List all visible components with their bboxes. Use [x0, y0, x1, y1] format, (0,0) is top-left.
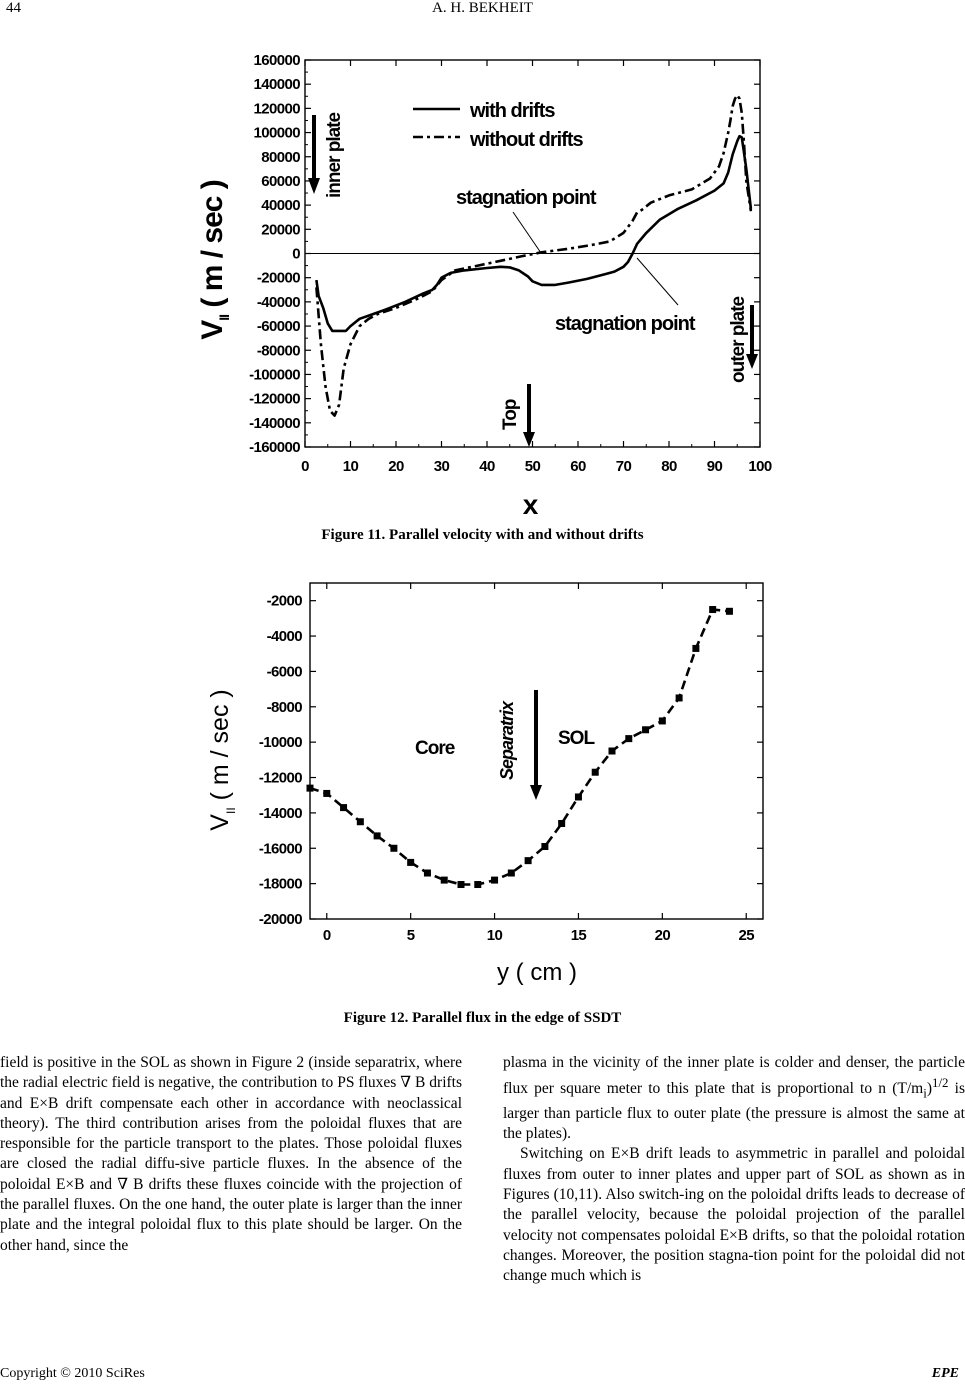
fig12-data-point — [558, 820, 565, 827]
fig12-data-point — [458, 881, 465, 888]
page-number: 44 — [6, 0, 21, 16]
fig12-data-point — [709, 606, 716, 613]
fig12-data-point — [390, 845, 397, 852]
fig11-x-tick-label: 20 — [388, 458, 404, 475]
fig12-data-point — [357, 818, 364, 825]
fig11-top-label: Top — [500, 399, 521, 430]
fig11-y-tick-label: 160000 — [253, 52, 300, 69]
fig12-data-point — [474, 881, 481, 888]
fig11-y-tick-label: 100000 — [253, 124, 300, 142]
fig12-x-tick-label: 0 — [322, 927, 331, 944]
figure-11-caption: Figure 11. Parallel velocity with and without drifts — [321, 527, 644, 543]
fig11-x-axis-label: x — [522, 489, 538, 520]
fig12-data-point — [592, 769, 599, 776]
fig11-stagnation-upper-label: stagnation point — [456, 187, 596, 209]
fig12-y-tick-label: -14000 — [258, 804, 302, 822]
footer-journal: EPE — [931, 1366, 959, 1381]
fig12-x-tick-label: 5 — [406, 927, 415, 944]
fig12-x-tick-label: 25 — [738, 927, 754, 944]
fig11-x-tick-label: 100 — [748, 458, 772, 475]
fig11-y-tick-label: -100000 — [249, 366, 300, 384]
fig11-legend-with-label: with drifts — [470, 100, 555, 122]
fig12-series-line — [310, 610, 729, 885]
fig11-y-tick-label: -80000 — [256, 342, 300, 360]
fig12-data-point — [726, 608, 733, 615]
fig12-y-tick-label: -6000 — [266, 663, 302, 681]
left-paragraph: field is positive in the SOL as shown in Figure 2 (inside separatrix, where the radial electric field is negative, the contribution to PS fluxes ∇ B drifts and E×B drift compensate each other in accordance with neoclassical theory). The third contribution arises from the poloidal fluxes that are responsible for the particle transport to the plates. Those poloidal fluxes are closed the radial diffu-sive particle fluxes. In the absence of the poloidal E×B and ∇ B drifts these fluxes coincide with the projection of the parallel fluxes. On the one hand, the outer plate is larger than the inner plate and the integral poloidal flux to this plate should be larger. On the other hand, since the — [0, 1054, 462, 1254]
body-left-column — [0, 1053, 462, 1256]
fig11-y-tick-label: -20000 — [256, 269, 300, 287]
fig12-y-tick-label: -20000 — [258, 911, 302, 928]
fig12-separatrix-label: Separatrix — [497, 701, 517, 780]
fig12-data-point — [541, 843, 548, 850]
fig12-data-point — [323, 790, 330, 797]
fig12-x-tick-label: 20 — [654, 927, 671, 944]
fig12-data-point — [676, 694, 683, 701]
fig12-y-axis-label — [206, 689, 238, 830]
fig12-data-point — [575, 793, 582, 800]
fig12-data-point — [307, 785, 314, 792]
fig11-ylabel-main: V — [196, 320, 229, 340]
fig12-data-point — [340, 804, 347, 811]
fig12-x-tick-label: 10 — [486, 927, 503, 944]
fig11-y-tick-label: -60000 — [256, 318, 300, 336]
fig11-y-tick-label: 80000 — [261, 148, 300, 166]
fig11-y-tick-label: -120000 — [249, 390, 300, 408]
fig12-ylabel-main: V — [206, 814, 234, 831]
fig11-y-tick-label: 0 — [292, 245, 300, 263]
fig12-y-tick-label: -2000 — [266, 592, 302, 610]
svg-text:VII ( m / sec ) — [206, 689, 238, 830]
fig12-data-point — [441, 877, 448, 884]
fig12-ylabel-unit: ( m / sec ) — [206, 689, 234, 801]
footer-copyright: Copyright © 2010 SciRes — [0, 1366, 145, 1381]
fig11-y-tick-label: 60000 — [261, 172, 300, 190]
fig11-x-tick-label: 60 — [570, 458, 586, 475]
fig12-data-point — [424, 870, 431, 877]
fig12-data-point — [625, 735, 632, 742]
fig11-outer-plate-label: outer plate — [728, 296, 749, 383]
fig11-x-tick-label: 70 — [615, 458, 632, 475]
fig11-x-tick-label: 50 — [524, 458, 541, 475]
fig11-x-tick-label: 80 — [661, 458, 677, 475]
fig11-y-tick-label: 40000 — [261, 197, 300, 215]
fig11-y-tick-label: 140000 — [253, 76, 300, 94]
running-head: A. H. BEKHEIT — [432, 0, 533, 16]
right-paragraph-2: Switching on E×B drift leads to asymmetric in parallel and poloidal fluxes from outer to inner plates and upper part of SOL as shown as in Figures (10,11). Also switch-ing on the poloidal drifts leads to decrease of the parallel velocity, because the poloidal projection of the parallel velocity not compensates poloidal E×B drifts, so that the poloidal rotation changes. Moreover, the position stagna-tion point for the poloidal did not change much which is — [503, 1145, 965, 1285]
fig12-data-point — [407, 859, 414, 866]
fig11-inner-plate-label: inner plate — [324, 112, 345, 198]
fig11-x-tick-label: 10 — [342, 458, 359, 475]
right-paragraph-1: plasma in the vicinity of the inner plate is colder and denser, the particle flux per square meter to this plate that is proportional to n $(T/m_i)^{1/2}$ is larger than particle flux to outer plate (the pressure is almost the same at the plates). — [503, 1054, 965, 1143]
fig11-ylabel-unit: ( m / sec ) — [196, 180, 229, 308]
fig11-y-tick-label: 120000 — [253, 100, 300, 118]
fig12-data-point — [659, 717, 666, 724]
fig12-ylabel-sub: II — [224, 807, 238, 815]
fig11-x-tick-label: 90 — [706, 458, 723, 475]
fig12-y-tick-label: -18000 — [258, 875, 302, 893]
fig11-y-tick-label: 20000 — [261, 221, 300, 239]
fig12-data-point — [374, 832, 381, 839]
fig12-y-tick-label: -10000 — [258, 734, 302, 752]
fig11-y-tick-label: -160000 — [249, 439, 300, 456]
fig12-y-tick-label: -12000 — [258, 769, 302, 787]
fig12-data-point — [642, 726, 649, 733]
fig12-data-point — [692, 645, 699, 652]
fig11-x-tick-label: 0 — [301, 458, 309, 475]
fig12-x-tick-label: 15 — [570, 927, 587, 944]
fig12-y-tick-label: -4000 — [266, 628, 302, 646]
fig11-y-tick-label: -40000 — [256, 293, 300, 311]
figure-12-caption: Figure 12. Parallel flux in the edge of SSDT — [343, 1010, 622, 1026]
fig12-y-tick-label: -8000 — [266, 698, 302, 716]
fig11-legend-without-label: without drifts — [470, 129, 583, 151]
body-right-column — [503, 1053, 965, 1287]
fig12-data-point — [609, 748, 616, 755]
fig12-data-point — [508, 870, 515, 877]
fig12-x-axis-label: y ( cm ) — [497, 959, 577, 986]
fig11-y-tick-label: -140000 — [249, 414, 300, 432]
fig12-y-tick-label: -16000 — [258, 840, 302, 858]
fig12-data-point — [525, 857, 532, 864]
fig12-separatrix-arrowhead — [530, 785, 542, 800]
fig12-data-point — [491, 877, 498, 884]
fig11-stagnation-lower-label: stagnation point — [555, 313, 695, 335]
fig11-ylabel-sub: II — [216, 314, 232, 321]
fig12-core-label: Core — [415, 738, 455, 759]
fig11-x-tick-label: 40 — [479, 458, 495, 475]
fig11-x-tick-label: 30 — [433, 458, 450, 475]
fig12-sol-label: SOL — [558, 728, 595, 749]
